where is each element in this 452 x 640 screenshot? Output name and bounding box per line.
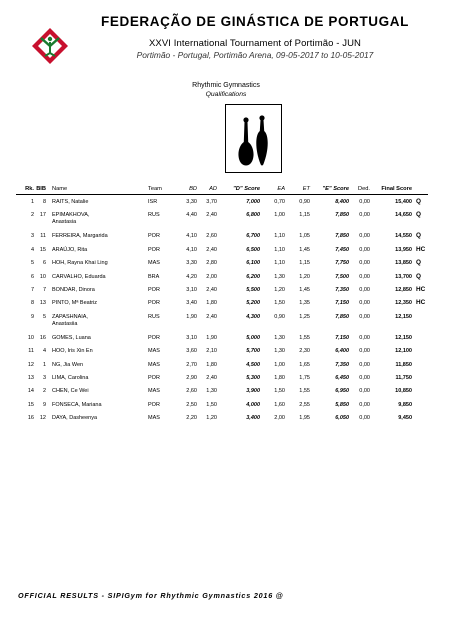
cell-final: 12,150 [395,334,412,341]
cell-ea: 1,60 [274,401,285,408]
cell-ded: 0,00 [359,300,370,307]
cell-team: MAS [148,348,160,355]
fgp-logo [30,26,70,66]
cell-d: 6,700 [246,233,260,240]
cell-et: 1,55 [299,388,310,395]
table-row [16,401,428,414]
cell-e: 7,500 [335,273,349,280]
cell-bib: 3 [42,374,46,381]
cell-d: 4,300 [246,313,260,320]
table-row [16,299,428,312]
cell-e: 7,150 [335,300,349,307]
cell-ea: 0,90 [274,313,285,320]
cell-ded: 0,00 [359,388,370,395]
cell-rk: 1 [30,199,34,205]
cell-et: 1,45 [299,246,310,253]
athlete-name: LIMA, Carolina [52,374,89,381]
cell-e: 8,400 [335,199,349,205]
cell-name [52,274,106,281]
cell-name [52,348,93,355]
athlete-name: EPIMAKHOVA, [52,212,90,219]
cell-ded: 0,00 [359,374,370,381]
cell-name [52,199,88,206]
cell-ea: 1,30 [274,334,285,341]
cell-ded: 0,00 [359,246,370,253]
cell-team: POR [148,286,160,293]
cell-et: 1,45 [299,286,310,293]
cell-bib: 11 [40,233,46,240]
cell-name [52,402,102,409]
cell-rk: 7 [30,286,34,293]
athlete-name: CHEN, Ce Wei [52,388,89,395]
cell-final: 14,550 [395,233,412,240]
col-d-score: "D" Score [233,186,260,192]
cell-et: 1,65 [299,361,310,368]
cell-et: 1,75 [299,374,310,381]
cell-team: POR [148,401,160,408]
cell-e: 7,150 [335,334,349,341]
cell-ea: 1,50 [274,300,285,307]
cell-q: HC [416,299,426,307]
cell-ded: 0,00 [359,313,370,320]
cell-rk: 14 [27,388,34,395]
cell-ad: 2,40 [206,374,217,381]
col-ded: Ded. [357,186,370,192]
cell-ad: 2,40 [206,286,217,293]
cell-final: 12,150 [395,313,412,320]
athlete-name-line2: Anastasia [52,219,77,226]
report-header [80,14,430,60]
cell-team: ISR [148,199,158,205]
cell-ded: 0,00 [359,199,370,205]
cell-bib: 5 [42,313,46,320]
cell-rk: 10 [27,334,34,341]
cell-bib: 15 [39,246,46,253]
cell-bd: 2,50 [186,401,197,408]
cell-ea: 1,10 [274,260,285,267]
athlete-name: HOH, Rayna Khai Ling [52,260,108,267]
col-ea: EA [277,186,285,192]
cell-ad: 1,30 [206,388,217,395]
cell-d: 5,700 [246,348,260,355]
cell-team: RUS [148,313,160,320]
cell-ded: 0,00 [359,212,370,219]
cell-q: Q [416,259,421,267]
col-rank: Rk. [25,186,34,192]
table-row [16,387,428,400]
cell-bib: 13 [39,300,46,307]
athlete-name: FONSECA, Mariana [52,401,102,408]
cell-et: 1,15 [299,260,310,267]
cell-ad: 1,90 [206,334,217,341]
cell-ea: 1,10 [274,246,285,253]
cell-ea: 0,70 [274,199,285,205]
cell-ad: 1,20 [206,415,217,422]
cell-d: 3,400 [246,415,260,422]
cell-team: POR [148,233,160,240]
table-row [16,414,428,427]
cell-final: 13,950 [395,246,412,253]
cell-team: POR [148,334,160,341]
cell-ea: 1,20 [274,286,285,293]
cell-d: 5,300 [246,374,260,381]
cell-d: 7,000 [246,199,260,205]
cell-ad: 3,70 [206,199,217,205]
cell-final: 9,450 [398,415,412,422]
cell-rk: 12 [27,361,34,368]
cell-d: 3,900 [246,388,260,395]
athlete-name: GOMES, Luana [52,334,91,341]
cell-e: 6,950 [335,388,349,395]
col-bd: BD [189,186,197,192]
cell-e: 6,450 [335,374,349,381]
cell-et: 1,55 [299,334,310,341]
cell-e: 6,400 [335,348,349,355]
cell-ad: 1,80 [206,361,217,368]
cell-q: Q [416,232,421,240]
cell-et: 1,20 [299,273,310,280]
cell-ea: 1,30 [274,273,285,280]
athlete-name-line2: Anastasiia [52,320,78,327]
cell-final: 15,400 [395,199,412,205]
cell-bib: 16 [39,334,46,341]
cell-rk: 8 [30,300,34,307]
cell-bd: 3,40 [186,300,197,307]
cell-d: 5,000 [246,334,260,341]
cell-bib: 10 [39,273,46,280]
cell-rk: 15 [27,401,34,408]
cell-name [52,335,91,342]
cell-q: Q [416,198,421,205]
cell-name [52,362,83,369]
table-header [16,184,428,195]
cell-bd: 3,30 [186,260,197,267]
table-row [16,232,428,245]
cell-bd: 2,20 [186,415,197,422]
cell-ea: 1,30 [274,348,285,355]
cell-name [52,260,108,267]
col-final-score: Final Score [381,186,412,192]
cell-bd: 1,90 [186,313,197,320]
athlete-name: FERREIRA, Margarida [52,233,108,240]
cell-et: 1,35 [299,300,310,307]
cell-et: 1,25 [299,313,310,320]
cell-et: 1,15 [299,212,310,219]
cell-ad: 1,80 [206,300,217,307]
cell-ea: 1,10 [274,233,285,240]
cell-bib: 9 [42,401,46,408]
athlete-name: HOO, Iris Xin En [52,348,93,355]
federation-title: FEDERAÇÃO DE GINÁSTICA DE PORTUGAL [101,14,409,29]
cell-name [52,300,97,307]
cell-ad: 2,10 [206,348,217,355]
cell-final: 11,750 [395,374,412,381]
cell-final: 14,650 [395,212,412,219]
cell-e: 5,850 [335,401,349,408]
cell-rk: 5 [30,260,34,267]
cell-rk: 13 [27,374,34,381]
footer-note: OFFICIAL RESULTS - SIPIGym for Rhythmic Gymnastics 2016 @ [18,591,284,600]
cell-d: 5,200 [246,300,260,307]
cell-final: 12,850 [395,286,412,293]
cell-final: 13,700 [395,273,412,280]
cell-rk: 11 [28,348,34,355]
clubs-icon [225,104,282,173]
cell-ded: 0,00 [359,348,370,355]
cell-d: 4,000 [246,401,260,408]
table-row [16,286,428,299]
cell-name [52,314,88,328]
athlete-name: RAITS, Natalie [52,199,89,205]
tournament-title: XXVI International Tournament of Portimão - JUN [148,38,362,49]
cell-bd: 4,40 [186,212,197,219]
table-row [16,211,428,232]
cell-ded: 0,00 [359,361,370,368]
cell-ded: 0,00 [359,233,370,240]
cell-ded: 0,00 [359,260,370,267]
cell-q: Q [416,211,421,219]
col-name: Name [52,186,68,192]
cell-final: 12,350 [395,300,412,307]
cell-name [52,388,89,395]
table-row [16,374,428,387]
col-et: ET [302,186,310,192]
cell-ded: 0,00 [359,286,370,293]
cell-e: 7,850 [335,212,349,219]
phase-label: Qualifications [205,91,247,98]
cell-team: MAS [148,260,160,267]
cell-e: 6,050 [335,415,349,422]
cell-bib: 4 [42,348,46,355]
cell-name [52,375,88,382]
cell-q: HC [416,245,426,253]
athlete-name: CARVALHO, Eduarda [52,273,106,280]
athlete-name: DAYA, Dasheenya [52,415,98,422]
table-row [16,347,428,360]
cell-d: 6,200 [246,273,260,280]
cell-et: 1,95 [299,415,310,422]
cell-et: 2,30 [299,348,310,355]
cell-bd: 4,10 [186,246,197,253]
cell-ad: 2,40 [206,313,217,320]
cell-et: 1,05 [299,233,310,240]
athlete-name: NG, Jia Wen [52,361,84,368]
discipline-label: Rhythmic Gymnastics [192,82,260,89]
cell-team: MAS [148,388,160,395]
cell-team: BRA [148,273,160,280]
cell-team: POR [148,374,160,381]
table-row [16,313,428,334]
cell-rk: 6 [30,273,34,280]
table-row [16,273,428,286]
cell-team: POR [148,246,160,253]
table-row [16,334,428,347]
results-table [16,184,428,427]
cell-bib: 17 [39,212,46,219]
venue-dates: Portimão - Portugal, Portimão Arena, 09-05-2017 to 10-05-2017 [136,50,374,60]
cell-ea: 1,00 [274,212,285,219]
cell-d: 6,100 [246,260,260,267]
col-bib: BIB [36,186,46,192]
cell-ad: 2,40 [206,212,217,219]
cell-name [52,287,95,294]
col-e-score: "E" Score [322,186,349,192]
cell-bd: 4,20 [186,273,197,280]
cell-bib: 6 [42,260,46,267]
cell-ad: 2,00 [206,273,217,280]
cell-d: 4,500 [246,361,260,368]
cell-q: Q [416,272,421,280]
cell-team: RUS [148,212,160,219]
cell-team: MAS [148,415,160,422]
cell-rk: 3 [30,233,34,240]
cell-name [52,233,108,240]
cell-bib: 2 [42,388,46,395]
cell-rk: 16 [27,415,34,422]
cell-et: 0,90 [299,199,310,205]
cell-bd: 3,10 [186,286,197,293]
cell-q: HC [416,285,426,293]
cell-d: 5,500 [246,286,260,293]
col-ad: AD [209,186,217,192]
cell-ea: 2,00 [274,415,285,422]
cell-bd: 2,70 [186,361,197,368]
cell-rk: 4 [30,246,34,253]
cell-bib: 7 [42,286,46,293]
athlete-name: PINTO, Mª Beatriz [52,300,98,307]
cell-ea: 1,80 [274,374,285,381]
cell-e: 7,350 [335,286,349,293]
cell-final: 12,100 [395,348,412,355]
cell-e: 7,850 [335,233,349,240]
cell-bib: 1 [42,361,46,368]
cell-e: 7,450 [335,246,349,253]
cell-final: 10,850 [395,388,412,395]
cell-team: POR [148,300,160,307]
cell-ded: 0,00 [359,334,370,341]
table-body [16,198,428,427]
cell-ded: 0,00 [359,273,370,280]
cell-bd: 3,30 [186,199,197,205]
athlete-name: ARAÚJO, Rita [52,246,88,253]
table-row [16,246,428,259]
cell-e: 7,850 [335,313,349,320]
cell-final: 11,850 [395,361,412,368]
cell-rk: 9 [30,313,34,320]
cell-ea: 1,50 [274,388,285,395]
cell-final: 13,850 [395,260,412,267]
cell-ded: 0,00 [359,415,370,422]
cell-rk: 2 [30,212,34,219]
cell-bib: 8 [42,199,46,205]
cell-bd: 4,10 [186,233,197,240]
table-row [16,259,428,272]
cell-bib: 12 [39,415,46,422]
cell-et: 2,55 [299,401,310,408]
table-row [16,361,428,374]
cell-bd: 2,60 [186,388,197,395]
col-team: Team [148,186,162,192]
cell-name [52,415,97,422]
cell-e: 7,750 [335,260,349,267]
cell-d: 6,500 [246,246,260,253]
cell-ea: 1,00 [274,361,285,368]
cell-ad: 2,40 [206,246,217,253]
cell-bd: 3,60 [186,348,197,355]
athlete-name: ZAPASHNAIA, [52,313,88,320]
cell-bd: 3,10 [186,334,197,341]
cell-ad: 2,60 [206,233,217,240]
cell-ad: 1,50 [206,401,217,408]
table-row [16,198,428,211]
cell-bd: 2,90 [186,374,197,381]
athlete-name: BONDAR, Dinora [52,286,95,293]
cell-name [52,212,90,226]
cell-name [52,247,87,254]
cell-team: MAS [148,361,160,368]
cell-final: 9,850 [398,401,412,408]
cell-e: 7,350 [335,361,349,368]
cell-ad: 2,80 [206,260,217,267]
cell-ded: 0,00 [359,401,370,408]
cell-d: 6,800 [246,212,260,219]
